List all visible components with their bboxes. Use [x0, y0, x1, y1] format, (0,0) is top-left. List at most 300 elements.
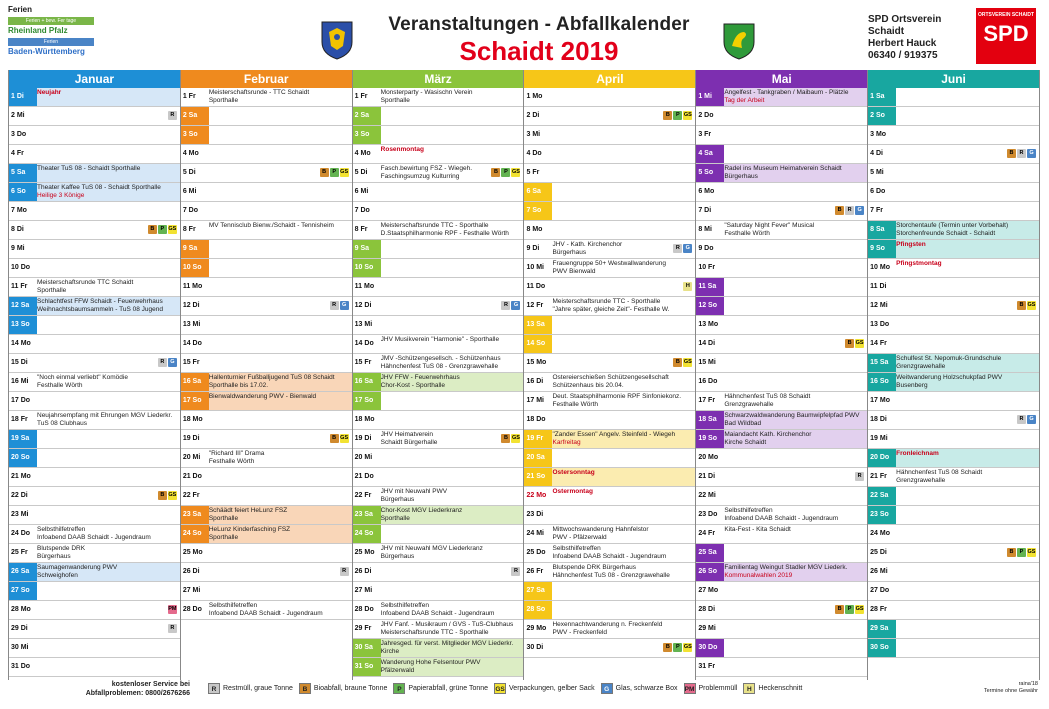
event-line: Fasch.bewirtung FSZ - Wiegeh. [380, 165, 473, 172]
day-row [9, 620, 180, 639]
day-label: 10 Do [11, 264, 31, 271]
day-row [181, 525, 352, 544]
event-line: Rosenmontag [380, 146, 424, 153]
day-row [696, 411, 867, 430]
day-row [524, 487, 695, 506]
waste-legend [208, 683, 802, 694]
day-label: 29 Mi [698, 625, 716, 632]
day-label: 3 So [353, 126, 381, 144]
day-row [181, 506, 352, 525]
day-label: 10 So [353, 259, 381, 277]
event-line: Bad Wildbad [724, 420, 762, 427]
waste-badge-b: B [1007, 149, 1016, 158]
day-row [696, 354, 867, 373]
event-line: Kirche Schaidt [724, 439, 767, 446]
day-row [9, 164, 180, 183]
day-label: 23 Sa [353, 506, 381, 524]
event-line: Blutspende DRK Bürgerhaus [552, 564, 636, 571]
event-text [896, 468, 1037, 486]
waste-badge-b: B [330, 434, 339, 443]
day-label: 14 Mo [11, 340, 31, 347]
day-label: 11 Fr [11, 283, 28, 290]
day-row [353, 183, 524, 202]
waste-badges [168, 605, 177, 615]
day-label: 4 Do [526, 150, 542, 157]
waste-badge-p: P [501, 168, 510, 177]
month-column-januar [9, 70, 181, 680]
day-label: 10 Mo [870, 264, 890, 271]
event-line: D.Staatsphilharmonie RPF - Festhalle Wörth [380, 230, 509, 237]
day-row [181, 297, 352, 316]
day-label: 27 Sa [524, 582, 552, 600]
day-row [9, 202, 180, 221]
day-row [9, 88, 180, 107]
day-label: 28 Do [354, 606, 374, 613]
event-line: HeLunz Kinderfasching FSZ [208, 526, 291, 533]
event-line: Pfingstmontag [896, 260, 942, 267]
day-row [353, 506, 524, 525]
day-row [696, 601, 867, 620]
day-label: 25 Mo [182, 549, 203, 556]
waste-badges [673, 358, 692, 368]
day-row [696, 202, 867, 221]
day-row [524, 88, 695, 107]
day-row [868, 639, 1039, 658]
day-row [181, 392, 352, 411]
day-label: 9 Do [698, 245, 714, 252]
day-row [696, 392, 867, 411]
day-label: 18 Mo [182, 416, 203, 423]
event-text [724, 392, 865, 410]
day-row [181, 278, 352, 297]
day-row [696, 164, 867, 183]
day-row [696, 639, 867, 658]
day-row [868, 221, 1039, 240]
day-row [353, 335, 524, 354]
day-label: 19 Di [354, 435, 372, 442]
day-row [868, 620, 1039, 639]
day-row [524, 145, 695, 164]
page-title: Veranstaltungen - Abfallkalender [388, 14, 690, 35]
waste-badges [148, 225, 177, 235]
day-label: 10 Fr [698, 264, 716, 271]
waste-badge-gs: GS [340, 435, 349, 441]
event-line: Kita-Fest - Kita Schaidt [724, 526, 791, 533]
event-text [552, 392, 693, 410]
day-row [353, 639, 524, 658]
day-row [696, 582, 867, 601]
day-label: 13 So [9, 316, 37, 334]
event-text [896, 240, 1037, 258]
day-row [524, 544, 695, 563]
day-row [868, 107, 1039, 126]
event-line: Selbsthilfetreffen [208, 602, 258, 609]
waste-badges [158, 358, 177, 368]
day-row [524, 221, 695, 240]
day-row [353, 221, 524, 240]
waste-badge-p: P [845, 605, 854, 614]
day-label: 3 Do [11, 131, 27, 138]
event-text [724, 525, 865, 543]
event-text [896, 354, 1037, 372]
event-line: Deut. Staatsphilharmonie RPF Sinfoniekonz. [552, 393, 682, 400]
waste-badges [330, 301, 349, 311]
day-row [524, 639, 695, 658]
calendar-grid [8, 70, 1040, 680]
day-label: 29 Sa [868, 620, 896, 638]
day-row [868, 563, 1039, 582]
day-row [9, 525, 180, 544]
event-line: Jahresged. für verst. Mitglieder MGV Liederkr. [380, 640, 514, 647]
day-label: 15 Mo [526, 359, 547, 366]
waste-badges [835, 605, 864, 615]
event-text [381, 354, 522, 372]
event-text [37, 544, 178, 562]
day-label: 26 Di [182, 568, 200, 575]
event-line: Infoabend DAAB Schaidt - Jugendraum [208, 610, 323, 617]
day-label: 31 So [353, 658, 381, 676]
day-label: 25 Mo [354, 549, 375, 556]
day-row [9, 107, 180, 126]
day-label: 4 Mo [354, 150, 371, 157]
day-label: 5 Fr [526, 169, 540, 176]
day-row [181, 202, 352, 221]
day-row [9, 145, 180, 164]
event-line: Hähnchenfest TuS 08 Schaidt [896, 469, 983, 476]
event-line: Hallenturnier Fußballjugend TuS 08 Schaidt [208, 374, 335, 381]
day-label: 11 Do [526, 283, 546, 290]
ferien-bw-bar: Ferien [8, 38, 94, 46]
day-row [696, 506, 867, 525]
day-row [868, 506, 1039, 525]
party-line: SPD Ortsverein [868, 14, 942, 25]
day-row [868, 449, 1039, 468]
waste-badge-gs: GS [168, 492, 177, 498]
day-row [181, 335, 352, 354]
day-row [353, 544, 524, 563]
legend-swatch: PM [684, 683, 696, 694]
day-row [181, 582, 352, 601]
legend-label: Verpackungen, gelber Sack [509, 685, 595, 692]
day-label: 15 Sa [868, 354, 896, 372]
day-row [524, 430, 695, 449]
event-text [209, 373, 350, 391]
event-text [724, 221, 865, 239]
day-label: 21 Do [182, 473, 202, 480]
day-label: 19 Sa [9, 430, 37, 448]
waste-badges [663, 643, 692, 653]
day-label: 23 Di [526, 511, 544, 518]
event-line: Weitwanderung Holzschukpfad PWV [896, 374, 1003, 381]
day-label: 17 Mi [526, 397, 544, 404]
day-row [181, 316, 352, 335]
day-label: 12 Fr [526, 302, 544, 309]
event-line: "Saturday Night Fever" Musical [724, 222, 815, 229]
waste-badge-b: B [491, 168, 500, 177]
legend-swatch: GS [494, 683, 506, 694]
day-row [9, 563, 180, 582]
day-row [868, 468, 1039, 487]
event-line: Meisterschaftsrunde TTC - Sporthalle [380, 222, 489, 229]
day-label: 9 Sa [353, 240, 381, 258]
day-row [524, 525, 695, 544]
day-label: 30 Mi [11, 644, 29, 651]
event-line: JMV -Schützengesellsch. - Schützenhaus [380, 355, 501, 362]
waste-badge-gs: GS [340, 169, 349, 175]
footer [8, 680, 1040, 709]
waste-badges [1007, 149, 1036, 159]
event-line: Frauengruppe 50+ Westwallwanderung [552, 260, 667, 267]
event-line: Schwarzwaldwanderung Baumwipfelpfad PWV [724, 412, 860, 419]
day-label: 1 Mo [526, 93, 543, 100]
legend-item [208, 683, 293, 694]
day-label: 17 Do [11, 397, 31, 404]
waste-badge-b: B [148, 225, 157, 234]
day-label: 27 Mi [182, 587, 201, 594]
day-row [181, 373, 352, 392]
event-line: Angelfest - Tankgraben / Maibaum - Plätzle [724, 89, 849, 96]
day-row [696, 107, 867, 126]
day-label: 1 Fr [354, 93, 368, 100]
event-line: PWV - Freckenfeld [552, 629, 608, 636]
day-row [868, 164, 1039, 183]
legend-swatch: H [743, 683, 755, 694]
event-line: Sporthalle [37, 287, 67, 294]
day-row [9, 316, 180, 335]
waste-badge-b: B [663, 643, 672, 652]
spd-logo [976, 8, 1036, 64]
day-label: 29 Mo [526, 625, 547, 632]
day-label: 13 Do [870, 321, 890, 328]
event-text [381, 639, 522, 657]
day-row [9, 354, 180, 373]
waste-badge-gs: GS [512, 169, 520, 175]
day-label: 24 So [353, 525, 381, 543]
month-column-märz [353, 70, 525, 680]
day-label: 13 Mi [182, 321, 201, 328]
day-label: 5 Di [354, 169, 368, 176]
day-label: 29 Fr [354, 625, 372, 632]
event-line: Hähnchenfest TuS 08 Schaidt [724, 393, 811, 400]
waste-badge-gs: GS [855, 606, 864, 612]
event-line: JHV - Kath. Kirchenchor [552, 241, 623, 248]
day-row [353, 164, 524, 183]
day-label: 13 Mi [354, 321, 373, 328]
event-line: JHV FFW - Feuerwehrhaus [380, 374, 460, 381]
waste-badge-gs: GS [683, 644, 692, 650]
event-line: MV Tennisclub Bienw./Schaidt - Tennisheim [208, 222, 334, 229]
day-row [9, 392, 180, 411]
waste-badge-b: B [320, 168, 329, 177]
day-label: 28 Di [698, 606, 716, 613]
legend-label: Heckenschnitt [758, 685, 803, 692]
event-line: Wanderung Hohe Felsentour PWV [380, 659, 481, 666]
day-label: 25 Di [870, 549, 887, 556]
event-line: Ostersonntag [552, 469, 595, 476]
day-label: 26 Di [354, 568, 372, 575]
event-line: Storchentaufe (Termin unter Vorbehalt) [896, 222, 1009, 229]
day-label: 2 Sa [353, 107, 381, 125]
day-row [353, 525, 524, 544]
day-label: 20 Mi [354, 454, 373, 461]
day-row [181, 411, 352, 430]
day-row [868, 335, 1039, 354]
day-label: 25 Sa [696, 544, 724, 562]
spd-logo-big: SPD [983, 21, 1029, 46]
day-label: 20 Mo [698, 454, 719, 461]
day-row [524, 240, 695, 259]
credits-disclaimer: Termine ohne Gewähr [983, 688, 1038, 694]
day-label: 21 Mo [11, 473, 31, 480]
day-row [524, 183, 695, 202]
day-row [9, 468, 180, 487]
day-row [696, 126, 867, 145]
day-label: 22 Mi [698, 492, 716, 499]
month-header: Februar [181, 70, 352, 88]
day-row [9, 449, 180, 468]
event-text [552, 487, 693, 505]
day-label: 20 Sa [524, 449, 552, 467]
day-row [9, 126, 180, 145]
day-row [181, 468, 352, 487]
event-text [381, 487, 522, 505]
day-label: 5 Di [182, 169, 196, 176]
ferien-title: Ferien [8, 5, 33, 14]
day-label: 17 So [353, 392, 381, 410]
waste-badge-b: B [673, 358, 682, 367]
day-row [524, 202, 695, 221]
day-row [868, 278, 1039, 297]
day-row [696, 373, 867, 392]
event-line: Saumagenwanderung PWV [37, 564, 118, 571]
day-row [696, 297, 867, 316]
event-text [37, 563, 178, 581]
day-row [524, 620, 695, 639]
day-label: 19 Fr [524, 430, 552, 448]
day-row [524, 392, 695, 411]
waste-badge-p: P [673, 643, 682, 652]
day-row [868, 601, 1039, 620]
day-label: 20 Do [868, 449, 896, 467]
day-row [9, 259, 180, 278]
day-label: 8 Di [11, 226, 24, 233]
day-label: 25 Fr [11, 549, 28, 556]
waste-badge-gs: GS [1027, 302, 1036, 308]
event-line: Meisterschaftsrunde TTC - Sporthalle [380, 629, 489, 636]
event-text [724, 506, 865, 524]
event-line: Schulfest St. Nepomuk-Grundschule [896, 355, 1002, 362]
day-label: 30 Sa [353, 639, 381, 657]
event-line: PWV - Pfälzerwald [552, 534, 607, 541]
day-row [181, 145, 352, 164]
day-label: 24 So [181, 525, 209, 543]
event-text [896, 221, 1037, 239]
spd-logo-small: ORTSVEREIN SCHAIDT [977, 12, 1035, 18]
day-row [524, 259, 695, 278]
event-line: Festhalle Wörth [37, 382, 83, 389]
waste-badges [1017, 301, 1036, 311]
day-row [9, 373, 180, 392]
event-text [724, 88, 865, 106]
day-row [353, 487, 524, 506]
event-line: Selbsthilfetreffen [380, 602, 429, 609]
day-label: 1 Di [9, 88, 37, 106]
day-label: 6 Do [870, 188, 886, 195]
day-label: 4 Mo [182, 150, 199, 157]
waste-badges [1007, 548, 1036, 558]
day-label: 8 Mi [698, 226, 712, 233]
day-label: 15 Fr [182, 359, 200, 366]
credits [984, 681, 1038, 695]
day-label: 4 Di [870, 150, 883, 157]
event-line: "Richard III" Drama [208, 450, 265, 457]
day-label: 27 Mo [698, 587, 719, 594]
day-label: 18 Do [526, 416, 546, 423]
event-text [552, 259, 693, 277]
day-label: 15 Mi [698, 359, 716, 366]
event-text [896, 373, 1037, 391]
month-header: April [524, 70, 695, 88]
day-row [353, 449, 524, 468]
event-line: Sporthalle [380, 97, 410, 104]
event-line: "Zander Essen" Angelv. Steinfeld - Wiegeh [552, 431, 676, 438]
waste-badge-g: G [1027, 415, 1036, 424]
day-label: 11 Mo [354, 283, 375, 290]
day-label: 16 Sa [181, 373, 209, 391]
day-row [868, 183, 1039, 202]
day-label: 24 Mo [870, 530, 890, 537]
waste-badge-g: G [855, 206, 864, 215]
day-row [353, 297, 524, 316]
day-row [353, 202, 524, 221]
event-line: Hähnchenfest TuS 08 - Grenzgrawehalle [552, 572, 670, 579]
party-contact [868, 14, 941, 62]
day-row [868, 354, 1039, 373]
day-label: 3 So [181, 126, 209, 144]
region-bw: Baden-Württemberg [8, 47, 85, 56]
legend-item [299, 683, 387, 694]
waste-badges [1017, 415, 1036, 425]
day-row [868, 240, 1039, 259]
day-row [181, 164, 352, 183]
schaidt-crest-icon [320, 20, 354, 60]
event-line: Chor-Kost MGV Liederkranz [380, 507, 463, 514]
event-text [381, 430, 522, 448]
day-label: 18 Sa [696, 411, 724, 429]
day-row [868, 544, 1039, 563]
event-line: JHV mit Neuwahl MGV Liederkranz [380, 545, 483, 552]
day-label: 4 Fr [11, 150, 24, 157]
day-label: 16 Di [526, 378, 544, 385]
event-line: Bürgerhaus [380, 553, 415, 560]
event-text [37, 373, 178, 391]
legend-swatch: G [601, 683, 613, 694]
legend-swatch: B [299, 683, 311, 694]
day-label: 19 Mi [870, 435, 888, 442]
day-row [696, 658, 867, 677]
day-label: 30 Di [526, 644, 544, 651]
event-line: Sporthalle bis 17.02. [208, 382, 269, 389]
day-row [524, 164, 695, 183]
event-text [37, 183, 178, 201]
day-label: 7 Fr [870, 207, 883, 214]
day-label: 7 Do [354, 207, 370, 214]
day-row [353, 240, 524, 259]
page-subtitle: Schaidt 2019 [459, 36, 619, 66]
day-label: 31 Fr [698, 663, 716, 670]
event-text [209, 88, 350, 106]
day-label: 3 Fr [698, 131, 712, 138]
